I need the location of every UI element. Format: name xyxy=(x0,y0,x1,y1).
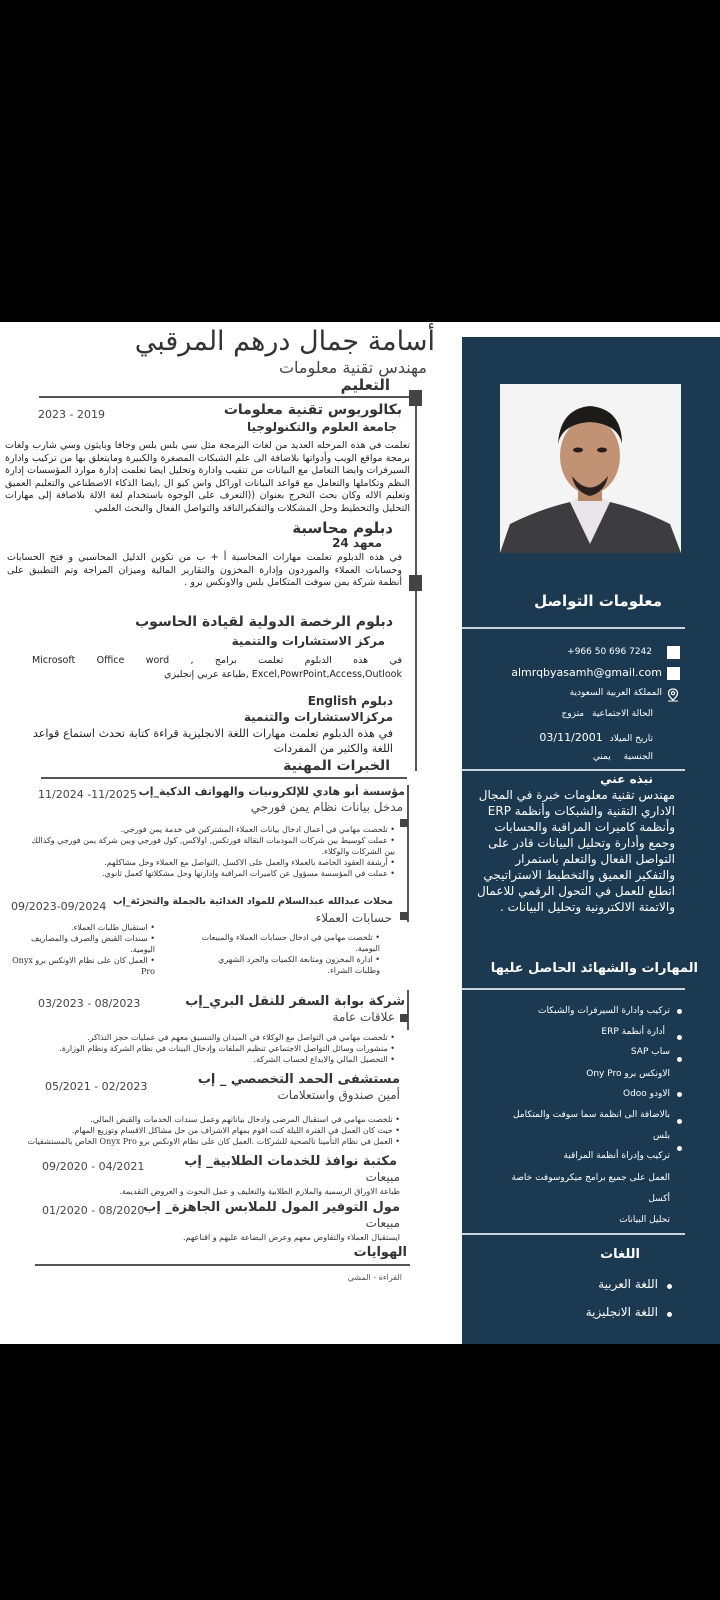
job-role: مدخل بيانات نظام يمن فورجي xyxy=(250,800,403,814)
job-company: مؤسسة أبو هادي للإلكرونيات والهواتف الذكية_إب xyxy=(138,785,405,798)
profile-photo-image xyxy=(500,384,681,553)
job-bullet: • عملت في المؤسسة مسؤول عن كاميرات المراقبة وإدارتها وحل مشكلاتها كعمل ثانوي. xyxy=(30,868,395,879)
bullet-icon xyxy=(667,1312,672,1317)
contact-title: معلومات التواصل xyxy=(534,592,662,610)
nationality-label: الجنسية xyxy=(623,752,653,762)
edu-degree: دبلوم الرخصة الدولية لقيادة الحاسوب xyxy=(135,614,393,630)
job-company: محلات عبدالله عبدالسلام للمواد الغذائية بالجملة والتجزئة_إب xyxy=(112,896,393,907)
skill-item: الاونكس برو Ony Pro xyxy=(586,1069,670,1079)
job-company: شركة بوابة السفر للنقل البري_إب xyxy=(185,994,405,1009)
marital-value: متزوج xyxy=(561,709,585,719)
hobbies-text: القراءة - المشي xyxy=(347,1273,402,1282)
bullet-icon xyxy=(677,1009,682,1014)
skill-item: الاودو Odoo xyxy=(622,1089,670,1099)
bullet-icon xyxy=(677,1119,682,1124)
edu-degree: دبلوم محاسبة xyxy=(292,519,393,537)
experience-title: الخبرات المهنية xyxy=(283,758,390,774)
skill-item: بلس xyxy=(653,1131,670,1141)
profile-photo xyxy=(500,384,681,553)
phone-icon xyxy=(667,646,680,659)
skill-item: تركيب وادارة السيرفرات والشبكات xyxy=(537,1006,670,1016)
skill-item: تركيب وإدراة أنظمة المراقبة xyxy=(563,1151,670,1161)
edu-degree: بكالوريوس تقنية معلومات xyxy=(223,402,402,418)
edu-institution: مركز الاستشارات والتنمية xyxy=(231,634,385,648)
experience-divider xyxy=(41,777,407,779)
skills-title: المهارات والشهائد الحاصل عليها xyxy=(490,961,698,976)
languages-title: اللغات xyxy=(600,1247,640,1262)
job-bullet: • تلخصت مهامي في ادخال حسابات العملاء والمبيعات اليومية. xyxy=(195,932,380,954)
marital-label: الحالة الاجتماعية xyxy=(592,709,653,719)
edu-description: في هذه الدبلوم تعلمت برامج Microsoft Office word , Excel,PowrPoint,Access,Outlook ,طباعة عربي إنجليزي xyxy=(32,655,402,680)
bullet-icon xyxy=(677,1092,682,1097)
job-role: أمين صندوق واستعلامات xyxy=(277,1088,400,1102)
main-column xyxy=(0,322,455,1344)
skills-divider xyxy=(462,988,685,990)
job-role: حسابات العملاء xyxy=(315,911,392,925)
job-bullet: • العمل في نظام التأمينا تالصحية للشركات .العمل كان على نظام الاونكس برو Onyx Pro الخاص بالمستشفيات xyxy=(0,1136,400,1147)
timeline-marker xyxy=(409,390,422,406)
email-address[interactable]: almrqbyasamh@gmail.com xyxy=(511,666,662,679)
full-name: أسامة جمال درهم المرقبي xyxy=(134,326,435,357)
about-paragraph: مهندس تقنية معلومات خبرة في المجال الاداري التقنية والشبكات وأنظمة ERP وأنظمة كاميرات المراقبة والحسابات وجمع وأدارة وتحليل البيانات قادر على التواصل الفعال والتعلم باستمرار والتفكير العميق والتخطيط الاستراتيجي xyxy=(478,788,675,882)
about-divider xyxy=(462,769,685,771)
edu-institution: مركزالاستشارات والتنمية xyxy=(243,710,393,724)
job-bullets xyxy=(30,824,395,879)
job-role: علاقات عامة xyxy=(332,1010,395,1024)
edu-institution: معهد 24 xyxy=(332,536,382,550)
job-date: 11/2024 -11/2025 xyxy=(38,788,137,801)
job-date: 03/2023 - 08/2023 xyxy=(38,997,141,1010)
job-bullet: • سندات القبض والصرف والمصاريف اليومية. xyxy=(5,933,155,955)
cv-page xyxy=(0,322,720,1344)
skill-item: أكسل xyxy=(648,1194,670,1204)
education-title: التعليم xyxy=(340,376,390,394)
language-item: اللغة العربية xyxy=(598,1277,658,1291)
about-text xyxy=(475,787,675,915)
timeline-marker xyxy=(400,819,408,827)
job-bullet: • تلخصت مهامي في استقبال المرضى وادخال بياناتهم وعمل سندات الخدمات والقبض المالي. xyxy=(0,1114,400,1125)
job-description: طباعة الاوراق الرسمية والملازم الطلابية والتغليف و عمل البحوث و العروض التقديمة. xyxy=(119,1187,400,1196)
education-divider xyxy=(39,396,422,398)
nationality xyxy=(593,752,653,762)
birth-date xyxy=(539,731,653,744)
job-bullet: • العمل كان على نظام الاونكس برو Onyx Pro xyxy=(5,955,155,977)
bullet-icon xyxy=(677,1057,682,1062)
location: المملكة العربية السعودية xyxy=(569,688,662,698)
skill-item: أدارة أنظمة ERP xyxy=(601,1027,665,1037)
phone-number[interactable]: +966 50 696 7242 xyxy=(567,647,652,657)
skill-item: تحليل البيانات xyxy=(619,1215,670,1225)
bullet-icon xyxy=(677,1035,682,1040)
job-bullet: • التحصيل المالي والايداع لحساب الشركة. xyxy=(30,1054,395,1065)
timeline-marker xyxy=(400,1014,408,1022)
job-bullet: • عملت كوسيط بين شركات المودمات النقالة فورتكس, اولاكس, كول فورجي وبين شركة يمن فورجي وكذالك بين الشركات والوكلاء. xyxy=(30,835,395,857)
contact-divider xyxy=(462,627,685,629)
timeline-line xyxy=(407,990,409,1030)
skill-item: العمل على جميع برامج ميكروسوفت خاصة xyxy=(511,1173,670,1183)
job-role: مبيعات xyxy=(365,1170,400,1184)
edu-description: في هذه الدبلوم تعلمت مهارات المحاسبة أ + ب من تكوين الدليل المحاسبي و فتح الحسابات وحسابات العملاء والموردون وإدارة المخزون والتقارير المالية وميزان المراجة وتم التطبيق على أنظمة شركة يمن سوفت المتكامل بلس والاونكس برو . xyxy=(7,552,402,588)
job-bullet: • منشورات وسائل التواصل الاجتماعي تنظيم الملفات وإدخال البينات في نظام الشركة ونظام الوزارة. xyxy=(30,1043,395,1054)
job-bullets xyxy=(0,1114,400,1147)
job-company: مكتبة نوافذ للخدمات الطلابية_ إب xyxy=(184,1154,397,1169)
birth-label: تاريخ الميلاد xyxy=(609,734,653,744)
about-paragraph-2: اتطلع للعمل في التحول الرقمي للاعمال والاتمتة الالكترونية وتحليل البيانات . xyxy=(477,884,675,914)
job-date: 09/2020 - 04/2021 xyxy=(42,1160,145,1173)
job-bullet: • حيث كان العمل في الفترة الليلة كنت اقوم بمهام الاشراف من حل مشاكل الاقسام وتوزيع المهام. xyxy=(0,1125,400,1136)
timeline-marker xyxy=(409,575,422,591)
about-title: نبذه عني xyxy=(600,772,653,786)
job-bullet: • ادارة المخزون ومتابعة الكميات والجرد الشهري وطلبات الشراء. xyxy=(195,954,380,976)
job-description: ايستقبال العملاء والتفاوض معهم وعرض البضاعة عليهم و اقناعهم. xyxy=(182,1233,400,1242)
nationality-value: يمني xyxy=(592,752,611,762)
job-date: 01/2020 - 08/2020 xyxy=(42,1204,145,1217)
edu-institution: جامعة العلوم والتكنولوجيا xyxy=(246,420,397,434)
job-bullets-left xyxy=(5,922,155,977)
job-bullet: • أرشفة العقود الخاصة بالعملاء والعمل على الاكسل ,التواصل مع العملاء وحل مشاكلهم. xyxy=(30,857,395,868)
email-icon xyxy=(667,667,680,680)
location-pin-icon xyxy=(667,687,679,701)
job-company: مستشفى الحمد التخصصي _ إب xyxy=(197,1072,400,1087)
edu-degree: دبلوم English xyxy=(307,694,393,708)
job-bullets xyxy=(30,1032,395,1065)
timeline-line xyxy=(407,785,409,922)
job-bullet: • تلخصت مهامي في التواصل مع الوكلاء في الميدان والتنسيق معهم في عمليات حجز التذاكر. xyxy=(30,1032,395,1043)
job-bullet: • استقبال طلبات العملاء. xyxy=(5,922,155,933)
bullet-icon xyxy=(677,1146,682,1151)
birth-value: 03/11/2001 xyxy=(539,731,603,744)
job-date: 09/2023-09/2024 xyxy=(11,900,107,913)
job-company: مول التوفير المول للملابس الجاهزة_ إب xyxy=(143,1200,400,1215)
job-date: 05/2021 - 02/2023 xyxy=(45,1080,148,1093)
job-role: مبيعات xyxy=(365,1216,400,1230)
edu-description: في هذه الدبلوم تعلمت مهارات اللغة الانجليزية قراءة كتابة تحدث استماع قواعد اللغة والكثير من المفردات xyxy=(33,727,393,755)
job-bullets-right xyxy=(195,932,380,976)
languages-divider xyxy=(462,1233,685,1235)
timeline-marker xyxy=(400,912,408,920)
marital-status xyxy=(561,709,653,719)
job-bullet: • تلخصت مهامي في أعمال ادخال بيانات العملاء المشتركين في خدمة يمن فورجي. xyxy=(30,824,395,835)
sidebar xyxy=(462,337,720,1344)
skill-item: ساب SAP xyxy=(630,1047,670,1057)
edu-description: تعلمت في هذه المرحله العديد من لغات البرمجة مثل سي بلس بلس وجافا وبايثون وسي شارب ولغات برمجة مواقع الويب وأدواتها بلاضافة الى علم الشبكات المصغرة والكبيرة ومايتعلق بها من تركيب وادارة السيرفرات وايضا التعامل مع البيانات من تنقيب وادارة وتحليل ايضا تعلمت إدارة موارد المؤسسات إدارة النظم وتكاملها والتعامل مع قواعد البيانات اوراكل واس كيو ال ,ايضا الذكاء الاصطناعي والتعليم العميق وتعليم الاله وكان بحث التخرج بعنوان ((التعرف على الوجوه باستخدام لغة الالة بلاضافة إلى مهارات التحليل والتخطيط وحل المشكلات والتفكيرالناقد والتواصل الفعال والبحث العلمي xyxy=(5,440,410,514)
hobbies-title: الهوايات xyxy=(353,1245,407,1260)
job-title: مهندس تقنية معلومات xyxy=(278,358,427,377)
language-item: اللغة الانجليزية xyxy=(585,1305,658,1319)
edu-date: 2023 - 2019 xyxy=(38,408,105,421)
bullet-icon xyxy=(667,1284,672,1289)
hobbies-divider xyxy=(35,1264,410,1266)
skill-item: بالاضافة الى انظمة سما سوفت والمتكامل xyxy=(512,1110,670,1120)
